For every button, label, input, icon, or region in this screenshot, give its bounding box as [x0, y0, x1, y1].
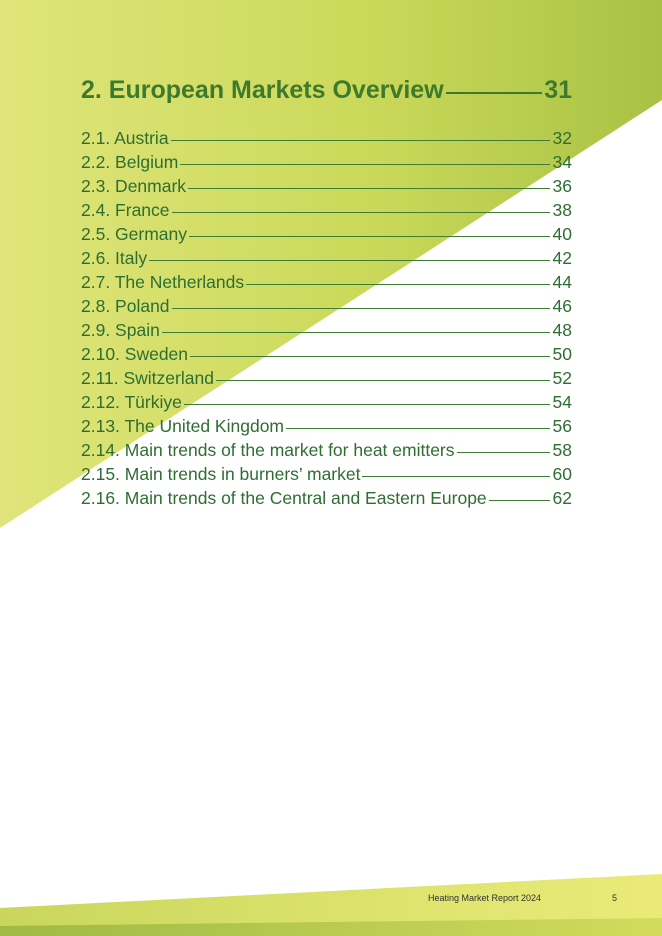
toc-entry[interactable] — [81, 246, 572, 270]
footer-report-title: Heating Market Report 2024 — [428, 893, 542, 903]
toc-entry-page: 48 — [552, 320, 572, 340]
toc-entry-page: 46 — [552, 296, 572, 316]
toc-entry[interactable] — [81, 198, 572, 222]
toc-entry-leader — [489, 500, 550, 501]
toc-entry-leader — [216, 380, 550, 381]
toc-entry-label: 2.6. Italy — [81, 248, 148, 268]
toc-entry[interactable] — [81, 366, 572, 390]
toc-entry-leader — [149, 260, 550, 261]
toc-entry-leader — [457, 452, 550, 453]
toc-entry-page: 52 — [552, 368, 572, 388]
toc-entry[interactable] — [81, 126, 572, 150]
toc-entry-label: 2.8. Poland — [81, 296, 170, 316]
toc-heading-label: 2. European Markets Overview — [81, 76, 444, 104]
toc-entry[interactable] — [81, 270, 572, 294]
toc-entry-leader — [172, 212, 550, 213]
toc-entry[interactable] — [81, 174, 572, 198]
toc-entry-label: 2.1. Austria — [81, 128, 169, 148]
toc-entry-label: 2.7. The Netherlands — [81, 272, 245, 292]
footer-page-number: 5 — [612, 893, 618, 903]
toc-entry[interactable] — [81, 222, 572, 246]
toc-entry-page: 32 — [552, 128, 572, 148]
toc-entry-leader — [180, 164, 550, 165]
toc-heading[interactable] — [81, 72, 572, 108]
toc-entry-page: 42 — [552, 248, 572, 268]
toc-entry-leader — [171, 140, 550, 141]
toc-entry-leader — [172, 308, 550, 309]
toc-entry-page: 40 — [552, 224, 572, 244]
toc-entry[interactable] — [81, 462, 572, 486]
toc-entry-label: 2.15. Main trends in burners’ market — [81, 464, 361, 484]
toc-entry-label: 2.9. Spain — [81, 320, 160, 340]
toc-entry-leader — [184, 404, 550, 405]
toc-entry-page: 50 — [552, 344, 572, 364]
toc-entry-label: 2.11. Switzerland — [81, 368, 214, 388]
table-of-contents — [81, 72, 572, 510]
toc-entry[interactable] — [81, 438, 572, 462]
toc-entry[interactable] — [81, 390, 572, 414]
toc-entry[interactable] — [81, 318, 572, 342]
toc-entry-page: 62 — [552, 488, 572, 508]
toc-entry-page: 60 — [552, 464, 572, 484]
toc-entry-page: 44 — [552, 272, 572, 292]
toc-entry[interactable] — [81, 150, 572, 174]
toc-entry-page: 56 — [552, 416, 572, 436]
toc-entry-page: 36 — [552, 176, 572, 196]
toc-entry-page: 38 — [552, 200, 572, 220]
toc-entry-label: 2.5. Germany — [81, 224, 188, 244]
toc-entry-page: 58 — [552, 440, 572, 460]
toc-entry-label: 2.4. France — [81, 200, 170, 220]
toc-entry-label: 2.10. Sweden — [81, 344, 189, 364]
toc-entry-leader — [362, 476, 550, 477]
toc-entry[interactable] — [81, 294, 572, 318]
toc-entry-label: 2.2. Belgium — [81, 152, 179, 172]
toc-entry-leader — [162, 332, 550, 333]
toc-entry-leader — [189, 236, 550, 237]
toc-entry-leader — [190, 356, 550, 357]
toc-entry-label: 2.16. Main trends of the Central and Eastern Europe — [81, 488, 487, 508]
toc-entry-label: 2.13. The United Kingdom — [81, 416, 285, 436]
toc-entry-leader — [286, 428, 550, 429]
toc-entry-page: 54 — [552, 392, 572, 412]
toc-entry-label: 2.14. Main trends of the market for heat emitters — [81, 440, 455, 460]
toc-heading-page: 31 — [544, 76, 572, 104]
toc-entry-page: 34 — [552, 152, 572, 172]
toc-entry[interactable] — [81, 414, 572, 438]
toc-entry[interactable] — [81, 486, 572, 510]
toc-entry-leader — [246, 284, 550, 285]
toc-entry-leader — [188, 188, 550, 189]
toc-entry[interactable] — [81, 342, 572, 366]
toc-heading-leader — [446, 92, 543, 94]
toc-entry-label: 2.3. Denmark — [81, 176, 187, 196]
toc-entry-label: 2.12. Türkiye — [81, 392, 182, 412]
